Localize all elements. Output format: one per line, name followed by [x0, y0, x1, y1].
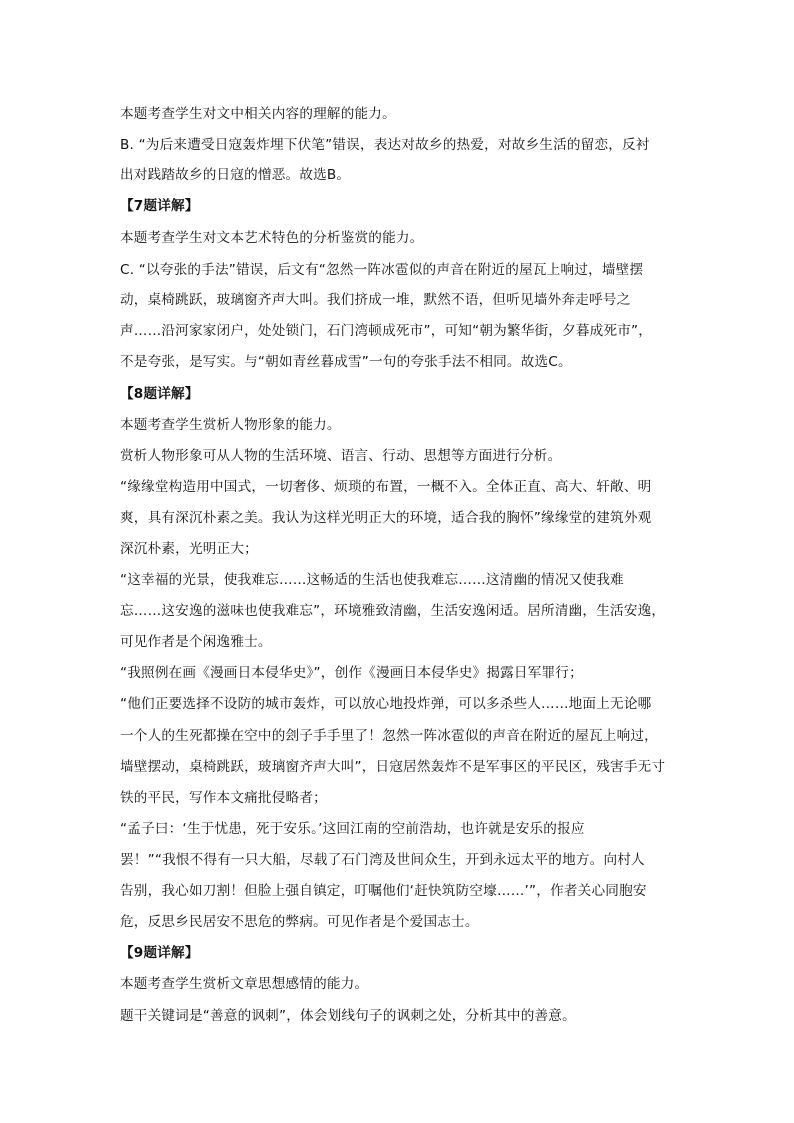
text-line: “他们正要选择不设防的城市轰炸，可以放心地投炸弹，可以多杀些人……地面上无论哪 [120, 696, 652, 712]
text-line: 不是夸张，是写实。与“朝如青丝暮成雪”一句的夸张手法不相同。故选C。 [120, 354, 572, 370]
text-line: 墙壁摆动，桌椅跳跃，玻璃窗齐声大叫”，日寇居然轰炸不是军事区的平民区，残害手无寸 [120, 759, 666, 775]
text-line: 动，桌椅跳跃，玻璃窗齐声大叫。我们挤成一堆，默然不语，但听见墙外奔走呼号之 [120, 292, 631, 308]
section-heading-q8: 【8题详解】 [120, 386, 199, 402]
text-line: B. “为后来遭受日寇轰炸埋下伏笔”错误，表达对故乡的热爱，对故乡生活的留恋，反衬 [120, 137, 650, 153]
text-line: 本题考查学生赏析文章思想感情的能力。 [120, 976, 369, 992]
text-line: “孟子曰：‘生于忧患，死于安乐。’这回江南的空前浩劫，也许就是安乐的报应 [120, 821, 585, 837]
text-line: “我照例在画《漫画日本侵华史》”，创作《漫画日本侵华史》揭露日军罪行； [120, 665, 583, 681]
text-line: 出对践踏故乡的日寇的憎恶。故选B。 [120, 167, 351, 183]
section-heading-q7: 【7题详解】 [120, 198, 199, 214]
text-line: 赏析人物形象可从人物的生活环境、语言、行动、思想等方面进行分析。 [120, 448, 562, 464]
text-line: 爽，具有深沉朴素之美。我认为这样光明正大的环境，适合我的胸怀”缘缘堂的建筑外观 [120, 510, 652, 526]
text-line: 可见作者是个闲逸雅士。 [120, 634, 272, 650]
text-line: 危，反思乡民居安不思危的弊病。可见作者是个爱国志士。 [120, 914, 479, 930]
text-line: 本题考查学生对文本艺术特色的分析鉴赏的能力。 [120, 230, 424, 246]
text-line: C. “以夸张的手法”错误，后文有“忽然一阵冰雹似的声音在附近的屋瓦上响过，墙壁摆 [120, 262, 644, 278]
text-line: 忘……这安逸的滋味也使我难忘”，环境雅致清幽，生活安逸闲适。居所清幽，生活安逸， [120, 603, 666, 619]
text-line: 罢！”“我恨不得有一只大船，尽载了石门湾及世间众生，开到永远太平的地方。向村人 [120, 852, 645, 868]
text-line: 本题考查学生赏析人物形象的能力。 [120, 417, 341, 433]
text-line: “缘缘堂构造用中国式，一切奢侈、烦琐的布置，一概不入。全体正直、高大、轩敞、明 [120, 479, 652, 495]
text-line: “这幸福的光景，使我难忘……这畅适的生活也使我难忘……这清幽的情况又使我难 [120, 572, 624, 588]
text-line: 深沉朴素，光明正大； [120, 541, 258, 557]
text-line: 一个人的生死都操在空中的刽子手手里了！忽然一阵冰雹似的声音在附近的屋瓦上响过， [120, 728, 658, 744]
text-line: 告别，我心如刀割！但脸上强自镇定，叮嘱他们‘赶快筑防空壕……’”，作者关心同胞安 [120, 883, 647, 899]
text-line: 题干关键词是“善意的讽刺”，体会划线句子的讽刺之处，分析其中的善意。 [120, 1008, 576, 1024]
text-line: 铁的平民，写作本文痛批侵略者； [120, 790, 327, 806]
section-heading-q9: 【9题详解】 [120, 945, 199, 961]
text-line: 声……沿河家家闭户，处处锁门，石门湾顿成死市”，可知“朝为繁华街，夕暮成死市”， [120, 323, 653, 339]
text-line: 本题考查学生对文中相关内容的理解的能力。 [120, 106, 396, 122]
